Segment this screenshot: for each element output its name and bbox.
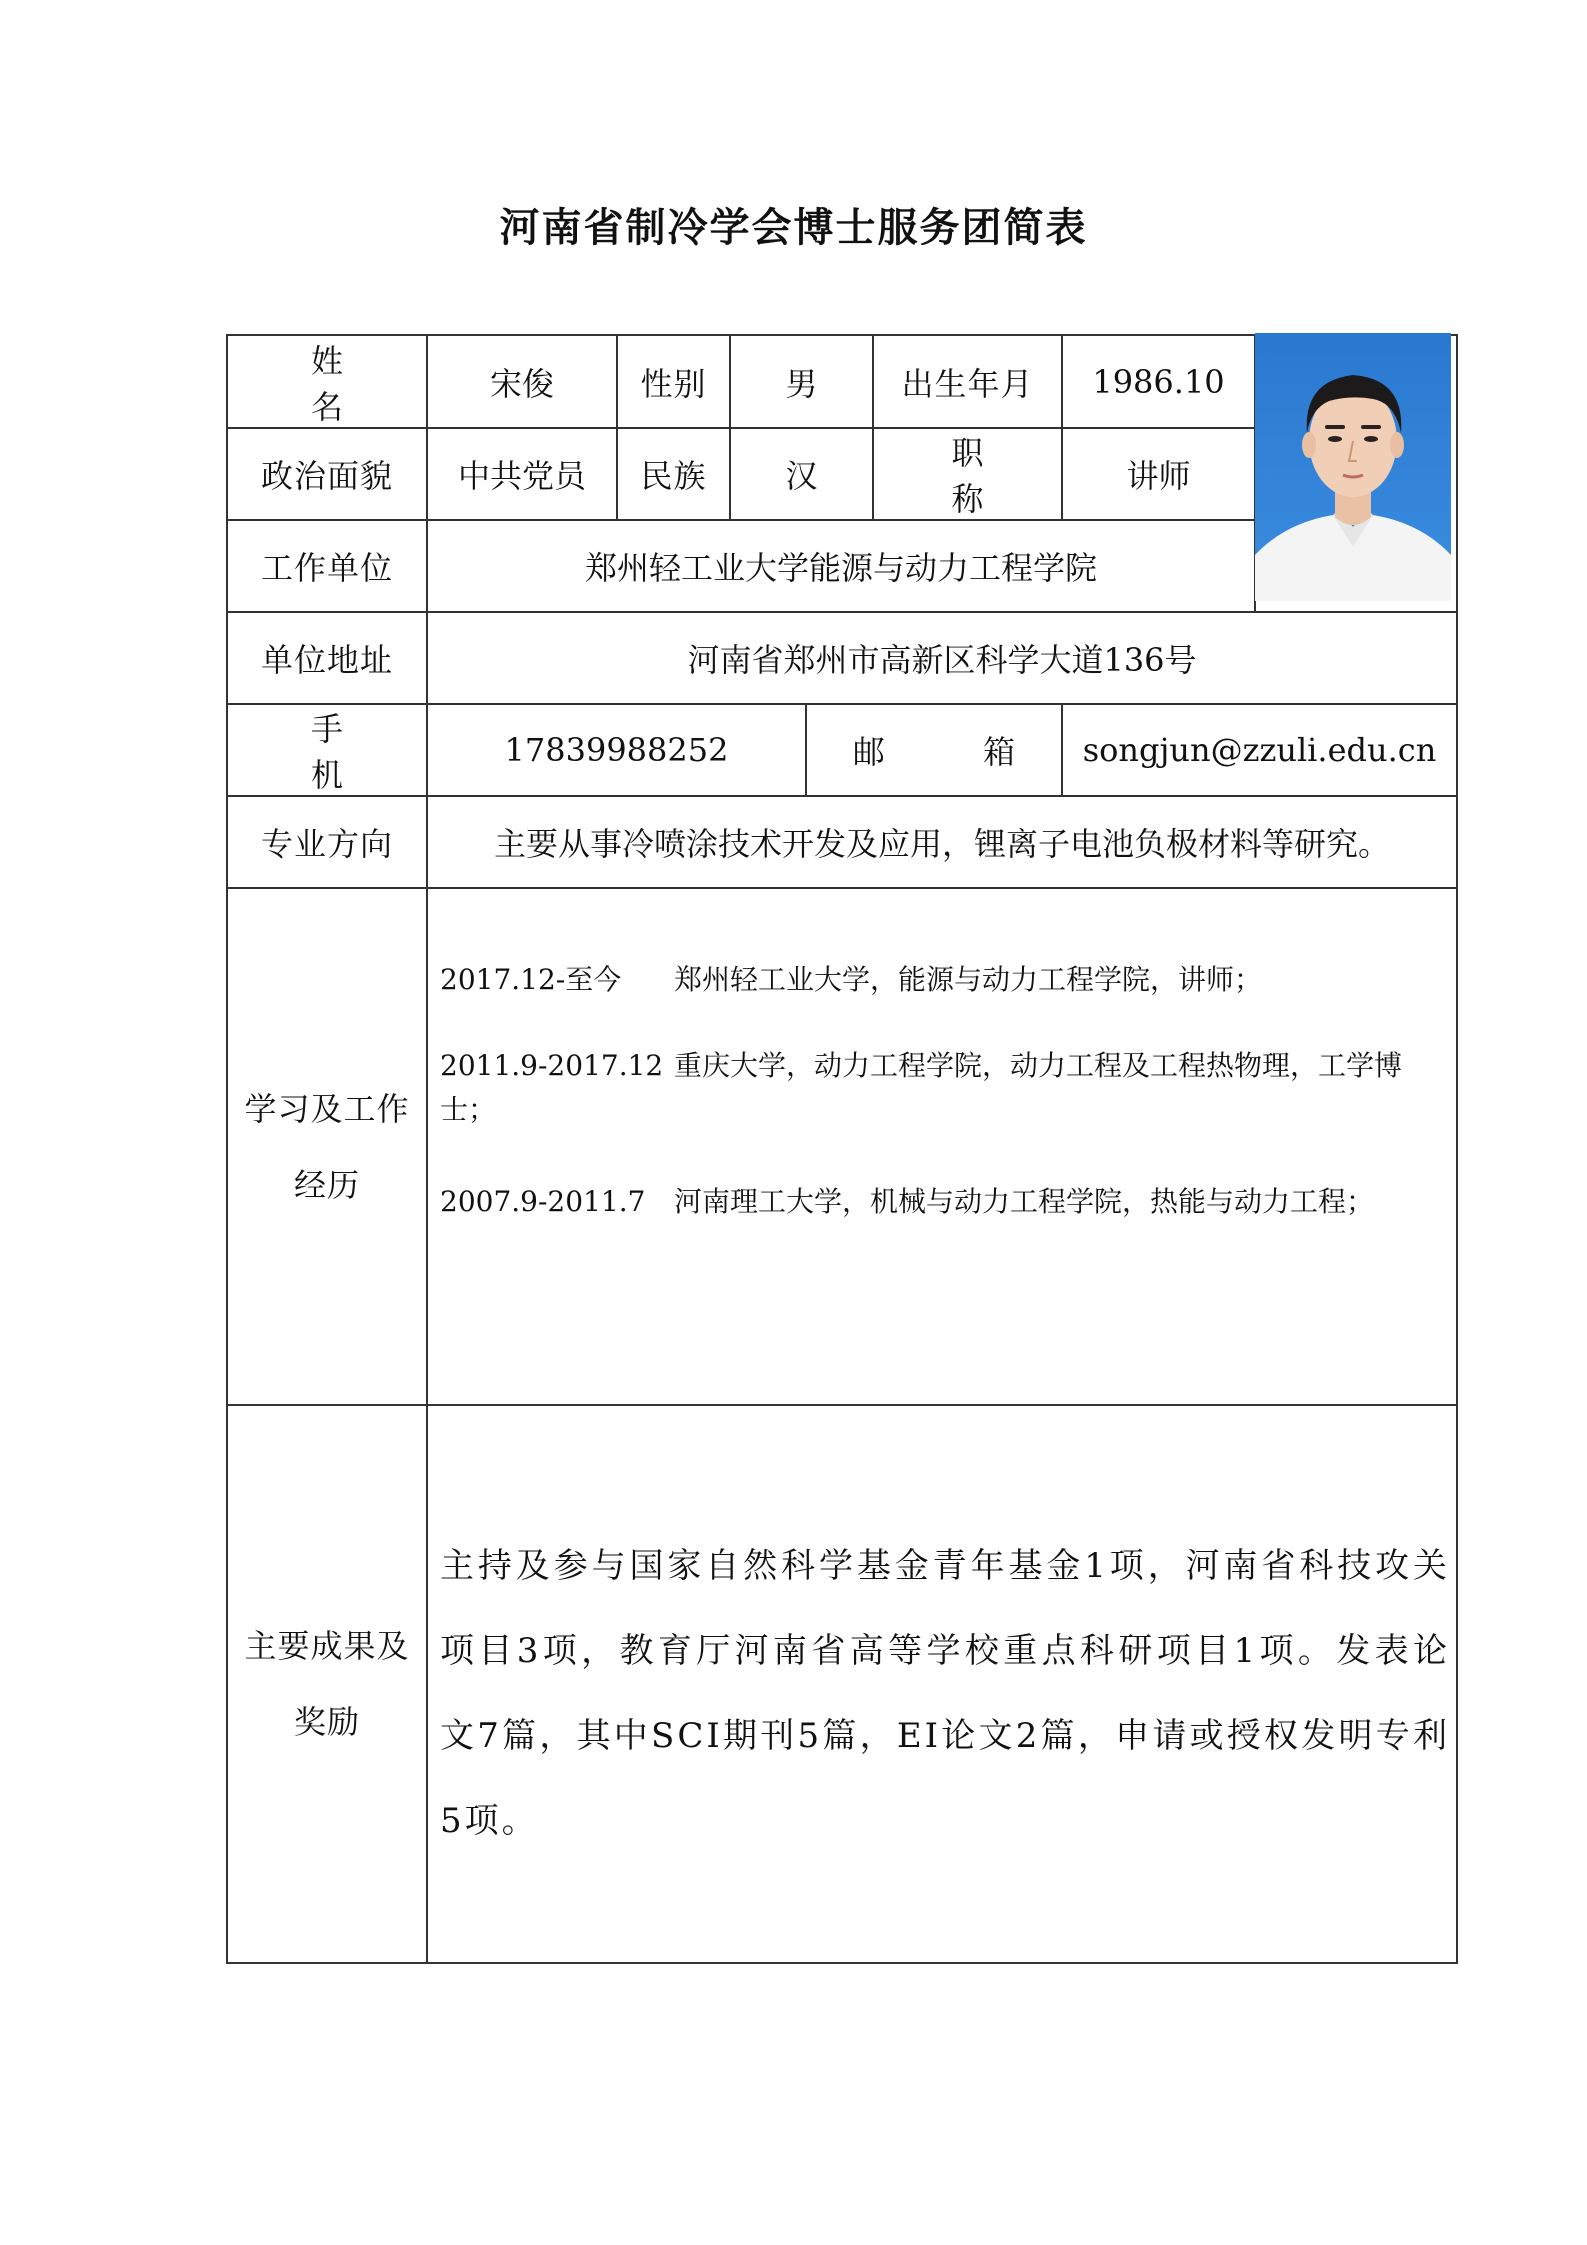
gender-value: 男 xyxy=(785,364,818,403)
experience-item xyxy=(440,1180,1450,1224)
phone-label: 手 机 xyxy=(310,710,387,794)
table-border-bottom xyxy=(226,1962,1458,1964)
name-value: 宋俊 xyxy=(489,364,554,403)
title-value: 讲师 xyxy=(1126,457,1191,495)
politics-value: 中共党员 xyxy=(457,457,586,495)
workplace-value: 郑州轻工业大学能源与动力工程学院 xyxy=(584,549,1097,587)
gender-label: 性别 xyxy=(640,364,707,403)
person-portrait-icon xyxy=(1255,333,1451,601)
birth-value: 1986.10 xyxy=(1092,362,1225,401)
birth-label: 出生年月 xyxy=(901,364,1034,403)
experience-detail: 河南理工大学，机械与动力工程学院，热能与动力工程； xyxy=(674,1185,1375,1218)
achievements-label: 主要成果及奖励 xyxy=(244,1627,410,1741)
title-label: 职 称 xyxy=(951,434,1028,518)
experience-label: 学习及工作经历 xyxy=(244,1089,410,1204)
address-label: 单位地址 xyxy=(260,641,393,679)
experience-detail: 重庆大学，动力工程学院，动力工程及工程热物理，工学博士； xyxy=(440,1049,1403,1126)
workplace-label: 工作单位 xyxy=(260,549,393,587)
experience-period: 2017.12-至今 xyxy=(440,963,622,996)
address-value: 河南省郑州市高新区科学大道136号 xyxy=(687,641,1197,679)
phone-value: 17839988252 xyxy=(504,731,729,769)
politics-label: 政治面貌 xyxy=(260,457,393,495)
experience-period: 2011.9-2017.12 xyxy=(440,1049,664,1082)
experience-item xyxy=(440,958,1450,1002)
major-label: 专业方向 xyxy=(260,825,393,863)
achievements-text: 主持及参与国家自然科学基金青年基金1项，河南省科技攻关项目3项，教育厅河南省高等学校重点科研项目1项。发表论文7篇，其中SCI期刊5篇，EI论文2篇，申请或授权发明专利5项。 xyxy=(440,1546,1450,1841)
page-title: 河南省制冷学会博士服务团简表 xyxy=(499,205,1088,251)
experience-detail: 郑州轻工业大学，能源与动力工程学院，讲师； xyxy=(674,963,1263,996)
email-value: songjun@zzuli.edu.cn xyxy=(1082,731,1437,769)
portrait-photo xyxy=(1255,333,1451,601)
major-value: 主要从事冷喷涂技术开发及应用，锂离子电池负极材料等研究。 xyxy=(493,825,1390,863)
table-border-right xyxy=(1456,334,1458,1964)
email-label: 邮 箱 xyxy=(852,733,1060,771)
ethnicity-value: 汉 xyxy=(785,457,818,495)
experience-item xyxy=(440,1044,1450,1132)
ethnicity-label: 民族 xyxy=(640,457,707,495)
name-label: 姓 名 xyxy=(310,341,387,426)
experience-period: 2007.9-2011.7 xyxy=(440,1185,646,1218)
